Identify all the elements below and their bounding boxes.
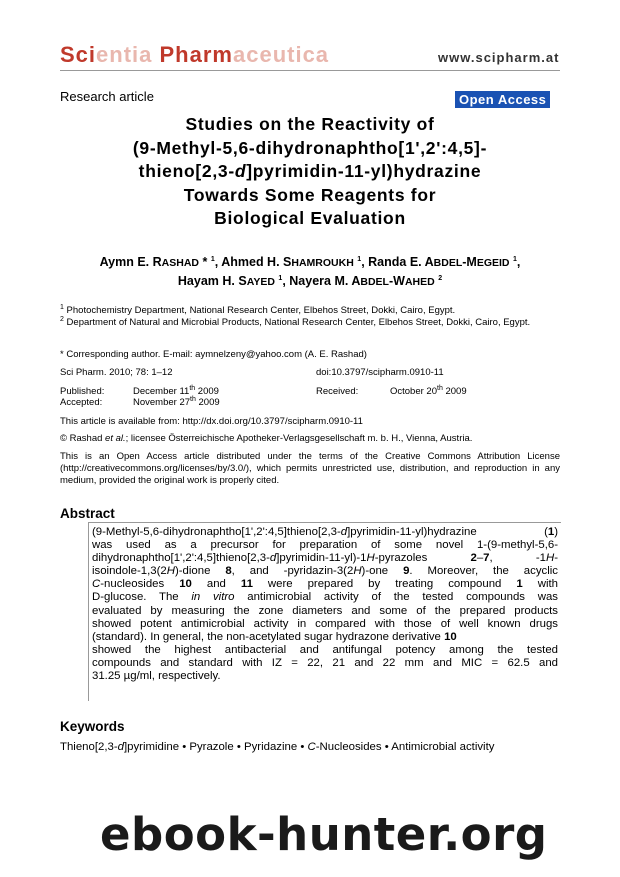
journal-citation: Sci Pharm. 2010; 78: 1–12 <box>60 367 173 378</box>
text-run: H <box>545 552 555 565</box>
text-run: showed the highest antibacterial and antifungal potency among the tested <box>92 643 558 656</box>
abstract-line <box>92 539 558 552</box>
text-run: (9-Methyl-5,6-dihydronaphtho[1',2':4,5]thieno[2,3- <box>92 526 341 538</box>
title-fragment: ]pyrimidin-11-yl)hydrazine <box>246 161 482 181</box>
header-divider <box>60 70 560 71</box>
author-list <box>60 253 560 291</box>
affiliation: $^2$ Department of Natural and Microbial Products, National Research Center, Elbehos Street, Dokki, Cairo, Egypt. <box>60 315 531 328</box>
site-url[interactable]: www.scipharm.at <box>438 50 560 65</box>
text-run: H <box>166 565 175 578</box>
text-run: 10 <box>444 630 457 643</box>
author-name: Hayam H. SAYED $^1$ <box>177 274 283 288</box>
text-run: d <box>269 552 277 565</box>
paper-title <box>60 113 560 231</box>
text-run: 10 <box>179 578 192 591</box>
availability-note[interactable]: This article is available from: http://dx.doi.org/10.3797/scipharm.0910-11 <box>60 416 363 427</box>
logo-part: entia <box>96 42 160 67</box>
accepted-date: November 27th 2009 <box>133 395 220 408</box>
journal-logo <box>60 42 329 68</box>
text-run: ]pyrimidin-11-yl)hydrazine ( <box>347 526 548 538</box>
text-run: dihydronaphtho[1',2':4,5]thieno[2,3- <box>92 552 270 565</box>
title-line: (9-Methyl-5,6-dihydronaphtho[1',2':4,5]- <box>132 137 488 158</box>
text-run: compounds and standard with IZ = 22, 21 and 22 mm and MIC = 62.5 and <box>92 656 558 669</box>
text-run: in vitro <box>191 591 235 604</box>
logo-part: Pharm <box>159 42 233 67</box>
open-access-badge: Open Access <box>455 91 550 108</box>
abstract-line <box>92 565 558 578</box>
title-line: Studies on the Reactivity of <box>185 114 435 134</box>
text-run: 7 <box>483 552 490 565</box>
abstract-line <box>92 644 558 657</box>
text-run: - <box>554 552 558 565</box>
text-run: (standard). In general, the non-acetylated sugar hydrazone derivative <box>92 630 445 643</box>
text-run: H <box>366 552 375 565</box>
author-name: Nayera M. ABDEL-WAHED $^2$ <box>289 274 443 288</box>
published-label: Published: <box>60 386 105 397</box>
text-run: with <box>522 578 558 591</box>
received-date: October 20th 2009 <box>390 384 467 397</box>
text-run: ]pyrimidine • Pyrazole • Pyridazine • <box>123 741 308 753</box>
abstract-line <box>92 526 558 539</box>
text-run: C <box>307 741 316 753</box>
text-run: ) <box>554 526 558 538</box>
text-run: , -1 <box>489 552 546 565</box>
license-text: This is an Open Access article distributed under the terms of the Creative Commons Attribution License (http://creativecommons.org/licenses/by/3.0/), which permits unrestricted use, distribution, and reproduction in any medium, provided the original work is properly cited. <box>60 451 560 486</box>
text-run: evaluated by measuring the zone diameters and some of the prepared products <box>92 604 558 617</box>
text-run: . Moreover, the acyclic <box>409 565 558 578</box>
corresponding-author: * Corresponding author. E-mail: aymnelzeny@yahoo.com (A. E. Rashad) <box>60 349 367 360</box>
text-run: -pyrazoles <box>374 552 471 565</box>
affiliation: $^1$ Photochemistry Department, National Research Center, Elbehos Street, Dokki, Cairo, Egypt. <box>60 303 456 316</box>
text-run: 9 <box>403 565 410 578</box>
copyright-note: © Rashad et al.; licensee Österreichische Apotheker-Verlagsgesellschaft m. b. H., Vienna, Austria. <box>60 433 473 444</box>
text-run: d <box>117 741 124 753</box>
text-run: and <box>191 578 241 591</box>
text-run: 11 <box>240 578 253 591</box>
author-line: Aymn E. RASHAD * $^1$, Ahmed H. SHAMROUKH $^1$, Randa E. ABDEL-MEGEID $^1$, <box>99 255 521 269</box>
received-label: Received: <box>316 386 359 397</box>
text-run: Thieno[2,3- <box>60 741 118 753</box>
logo-part: aceutica <box>232 42 330 67</box>
abstract-heading: Abstract <box>60 506 115 521</box>
text-run: , and -pyridazin-3(2 <box>231 565 354 578</box>
text-run: antimicrobial activity of the tested compounds was <box>234 591 558 604</box>
logo-part: Sci <box>60 42 97 67</box>
article-type: Research article <box>60 89 154 104</box>
text-run: ]pyrimidin-11-yl)-1 <box>276 552 367 565</box>
text-run: )-one <box>361 565 404 578</box>
text-run: H <box>353 565 362 578</box>
text-run: was used as a precursor for preparation of some novel 1-(9-methyl-5,6- <box>92 539 558 552</box>
author-line: Hayam H. SAYED $^1$, Nayera M. ABDEL-WAHED $^2$ <box>177 274 443 288</box>
abstract-line <box>92 552 558 565</box>
abstract-line <box>92 591 558 604</box>
text-run: 31.25 µg/ml, respectively. <box>92 670 221 683</box>
author-name: Ahmed H. SHAMROUKH $^1$ <box>221 255 362 269</box>
text-run: isoindole-1,3(2 <box>92 565 167 578</box>
text-run: 1 <box>516 578 523 591</box>
abstract-body <box>92 526 558 683</box>
text-run: were prepared by treating compound <box>252 578 517 591</box>
title-line: Biological Evaluation <box>214 208 406 228</box>
keywords-list <box>60 741 494 753</box>
abstract-line <box>92 618 558 631</box>
title-line <box>60 160 560 184</box>
abstract-line <box>92 670 558 683</box>
published-date: December 11th 2009 <box>133 384 219 397</box>
keywords-heading: Keywords <box>60 719 125 734</box>
abstract-line <box>92 578 558 591</box>
title-line: Towards Some Reagents for <box>183 184 437 205</box>
text-run: D-glucose. The <box>92 591 192 604</box>
author-name: Aymn E. RASHAD * $^1$ <box>99 255 215 269</box>
author-name: Randa E. ABDEL-MEGEID $^1$ <box>368 255 517 269</box>
doi[interactable]: doi:10.3797/scipharm.0910-11 <box>316 367 444 378</box>
abstract-line <box>92 605 558 618</box>
text-run: -nucleosides <box>100 578 180 591</box>
text-run: showed potent antimicrobial activity in compared with those of well known drugs <box>92 617 558 630</box>
text-run: 2 <box>470 552 477 565</box>
title-fragment-italic: d <box>234 161 247 181</box>
text-run: )-dione <box>174 565 226 578</box>
text-run: 1 <box>547 526 555 538</box>
accepted-label: Accepted: <box>60 397 103 408</box>
abstract-line <box>92 657 558 670</box>
abstract-line <box>92 631 558 644</box>
title-fragment: thieno[2,3- <box>138 161 235 181</box>
text-run: – <box>476 552 484 565</box>
text-run: -Nucleosides • Antimicrobial activity <box>315 741 495 753</box>
watermark: ebook-hunter.org <box>100 808 548 861</box>
text-run: 8 <box>225 565 232 578</box>
text-run: d <box>340 526 348 538</box>
text-run: C <box>92 578 101 591</box>
